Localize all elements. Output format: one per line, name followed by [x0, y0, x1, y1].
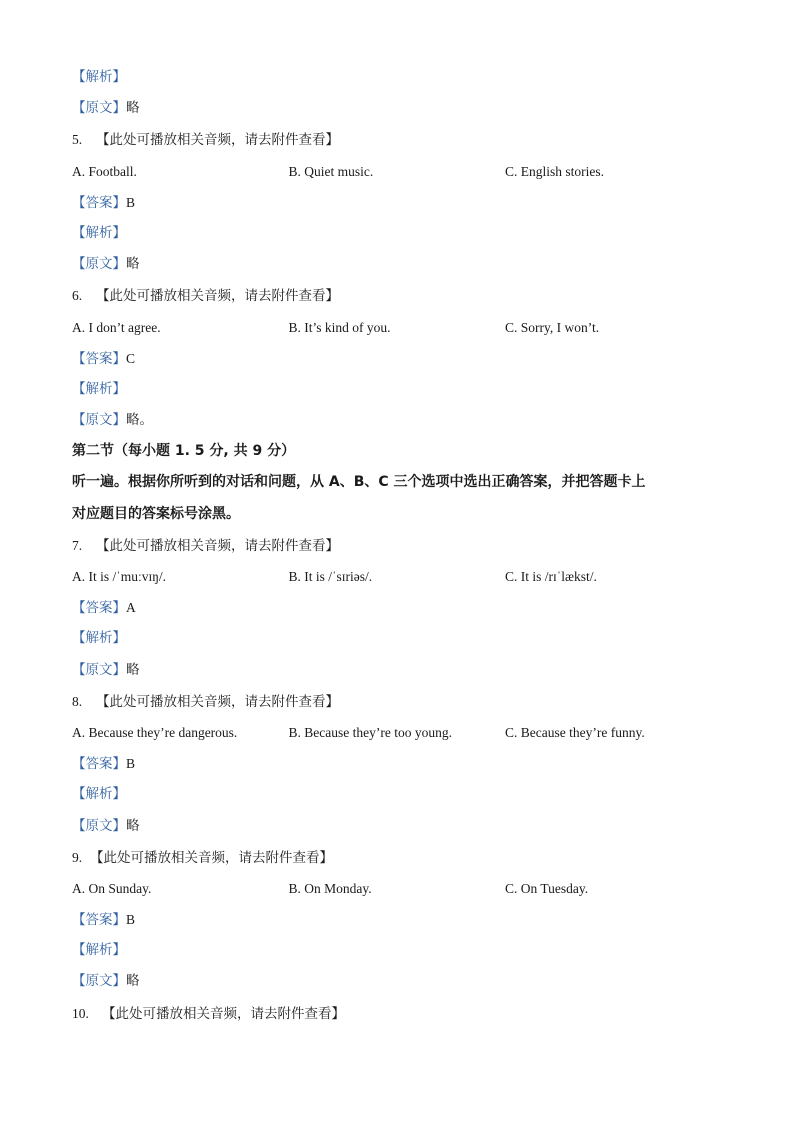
question-5	[72, 124, 732, 155]
option-b: B. On Monday.	[288, 880, 372, 896]
analysis-row	[72, 779, 732, 810]
question-7	[72, 530, 732, 561]
answer-tag: 【答案】	[72, 600, 126, 617]
section-title: 第二节（每小题 1. 5 分, 共 9 分）	[72, 443, 296, 460]
analysis-tag: 【解析】	[72, 786, 126, 803]
original-tag: 【原文】	[72, 973, 126, 990]
original-text-row	[72, 249, 732, 280]
option-c: C. Sorry, I won’t.	[505, 319, 600, 335]
answer-value: A	[126, 600, 136, 616]
document-page	[72, 62, 732, 1029]
option-b: B. Because they’re too young.	[288, 724, 452, 740]
original-tag: 【原文】	[72, 661, 126, 678]
question-number: 8.	[72, 693, 83, 709]
answer-value: C	[126, 350, 136, 366]
analysis-row	[72, 623, 732, 654]
answer-tag: 【答案】	[72, 194, 126, 211]
question-8	[72, 686, 732, 717]
audio-note: 【此处可播放相关音频，请去附件查看】	[96, 132, 339, 149]
original-tag: 【原文】	[72, 412, 126, 429]
option-a: A. On Sunday.	[72, 880, 152, 896]
original-text-row	[72, 811, 732, 842]
original-tag: 【原文】	[72, 817, 126, 834]
question-9-options	[72, 873, 732, 904]
question-number: 6.	[72, 288, 83, 304]
section-instruction-line-2: 对应题目的答案标号涂黑。	[72, 505, 240, 522]
original-text: 略	[126, 100, 140, 117]
question-10	[72, 998, 732, 1029]
section-instruction-line-1: 听一遍。根据你所听到的对话和问题，从 A、B、C 三个选项中选出正确答案，并把答题卡上	[72, 474, 646, 491]
original-tag: 【原文】	[72, 256, 126, 273]
answer-value: B	[126, 756, 136, 772]
original-tag: 【原文】	[72, 100, 126, 117]
question-6	[72, 280, 732, 311]
answer-tag: 【答案】	[72, 756, 126, 773]
option-b: B. It is /ˈsɪriəs/.	[288, 569, 373, 584]
option-a: A. Because they’re dangerous.	[72, 724, 238, 740]
answer-tag: 【答案】	[72, 912, 126, 929]
analysis-tag: 【解析】	[72, 224, 126, 241]
question-number: 7.	[72, 537, 83, 553]
answer-row	[72, 187, 732, 218]
audio-note: 【此处可播放相关音频，请去附件查看】	[96, 537, 339, 554]
analysis-tag: 【解析】	[72, 380, 126, 397]
original-text-row	[72, 655, 732, 686]
answer-row	[72, 343, 732, 374]
analysis-tag: 【解析】	[72, 69, 126, 85]
option-a: A. It is /ˈmuːvɪŋ/.	[72, 569, 167, 584]
answer-row	[72, 748, 732, 779]
original-text-row	[72, 93, 732, 124]
answer-row	[72, 904, 732, 935]
analysis-row	[72, 374, 732, 405]
option-a: A. I don’t agree.	[72, 319, 161, 335]
original-text-row	[72, 405, 732, 436]
question-8-options	[72, 717, 732, 748]
original-text: 略	[126, 256, 140, 273]
question-7-options	[72, 561, 732, 592]
question-number: 10.	[72, 1005, 89, 1021]
analysis-tag: 【解析】	[72, 942, 126, 959]
option-b: B. Quiet music.	[288, 163, 374, 179]
original-text: 略	[126, 973, 140, 990]
option-c: C. It is /rɪˈlækst/.	[505, 569, 597, 584]
question-number: 9.	[72, 849, 83, 865]
audio-note: 【此处可播放相关音频，请去附件查看】	[96, 693, 339, 710]
audio-note: 【此处可播放相关音频，请去附件查看】	[96, 288, 339, 305]
option-b: B. It’s kind of you.	[288, 319, 391, 335]
original-text: 略	[126, 661, 140, 678]
answer-row	[72, 592, 732, 623]
answer-value: B	[126, 194, 136, 210]
original-text: 略	[126, 817, 140, 834]
audio-note: 【此处可播放相关音频，请去附件查看】	[102, 1005, 345, 1022]
option-c: C. On Tuesday.	[505, 880, 589, 896]
option-c: C. Because they’re funny.	[505, 724, 645, 740]
option-a: A. Football.	[72, 163, 137, 179]
analysis-label	[72, 62, 732, 93]
question-9	[72, 842, 732, 873]
analysis-row	[72, 935, 732, 966]
question-number: 5.	[72, 132, 83, 148]
original-text: 略。	[126, 412, 153, 429]
question-5-options	[72, 156, 732, 187]
option-c: C. English stories.	[505, 163, 605, 179]
audio-note: 【此处可播放相关音频，请去附件查看】	[90, 849, 333, 866]
analysis-tag: 【解析】	[72, 630, 126, 647]
question-6-options	[72, 312, 732, 343]
analysis-row	[72, 218, 732, 249]
original-text-row	[72, 966, 732, 997]
answer-tag: 【答案】	[72, 350, 126, 367]
answer-value: B	[126, 912, 136, 928]
